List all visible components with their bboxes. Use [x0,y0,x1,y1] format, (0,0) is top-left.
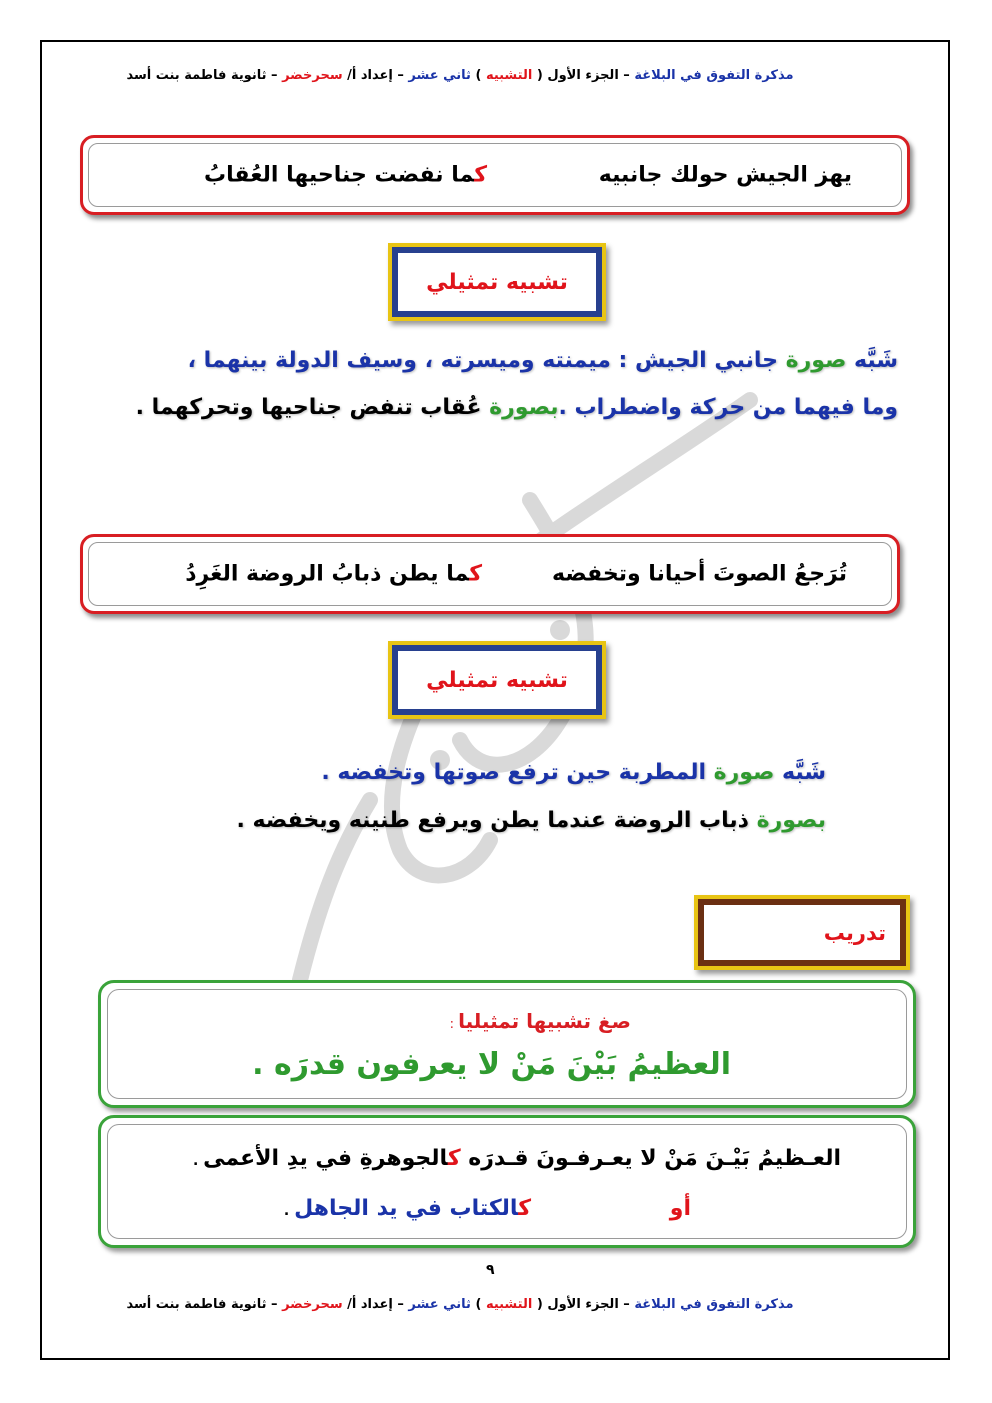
answer-or: أو [669,1196,691,1221]
page-header-bottom: مذكرة التفوق في البلاغة – الجزء الأول ( التشبيه ) ثاني عشر – إعداد أ/ سحرخضر – ثانوية فاطمة بنت أسد [126,1297,794,1312]
type-label-2: تشبيه تمثيلي [398,651,596,709]
verse1-second-half: كما نفضت جناحيها العُقابُ [204,162,487,188]
answer-line-2: كالكتاب في يد الجاهل . [283,1196,531,1221]
verse2-first-half: تُرَجعُ الصوتَ أحيانا وتخفضه [552,561,847,587]
training-label: تدريب [704,905,900,960]
type-label-box-1 [388,243,606,321]
explanation-2-line-1: شَبَّه صورة المطربة حين ترفع صوتها وتخفضه . [321,760,826,785]
training-instruction: صغ تشبيها تمثيليا : [449,1009,631,1033]
training-label-box [694,895,910,970]
explanation-1-line-1: شَبَّه صورة جانبي الجيش : ميمنته وميسرته ، وسيف الدولة بينهما ، [187,348,898,373]
training-question-box [98,980,916,1108]
verse-box-2 [80,534,900,614]
answer-line-1: العـظيمُ بَيْـنَ مَنْ لا يعـرفـونَ قـدرَه كالجوهرةِ في يدِ الأعمى . [192,1146,841,1171]
explanation-1-line-2: وما فيهما من حركة واضطراب .بصورة عُقاب تنفض جناحيها وتحركهما . [135,395,898,420]
page-number: ٩ [486,1262,495,1278]
type-label-1: تشبيه تمثيلي [398,253,596,311]
page-header-top: مذكرة التفوق في البلاغة – الجزء الأول ( التشبيه ) ثاني عشر – إعداد أ/ سحرخضر – ثانوية فاطمة بنت أسد [126,68,794,83]
verse1-first-half: يهز الجيش حولك جانبيه [598,162,852,188]
type-label-box-2 [388,641,606,719]
verse-box-1 [80,135,910,215]
explanation-2-line-2: بصورة ذباب الروضة عندما يطن ويرفع طنينه ويخفضه . [236,808,826,833]
training-sentence: العظيمُ بَيْنَ مَنْ لا يعرفون قدرَه . [252,1047,731,1082]
training-answer-box [98,1115,916,1248]
verse2-second-half: كما يطن ذبابُ الروضة الغَرِدُ [185,561,482,587]
